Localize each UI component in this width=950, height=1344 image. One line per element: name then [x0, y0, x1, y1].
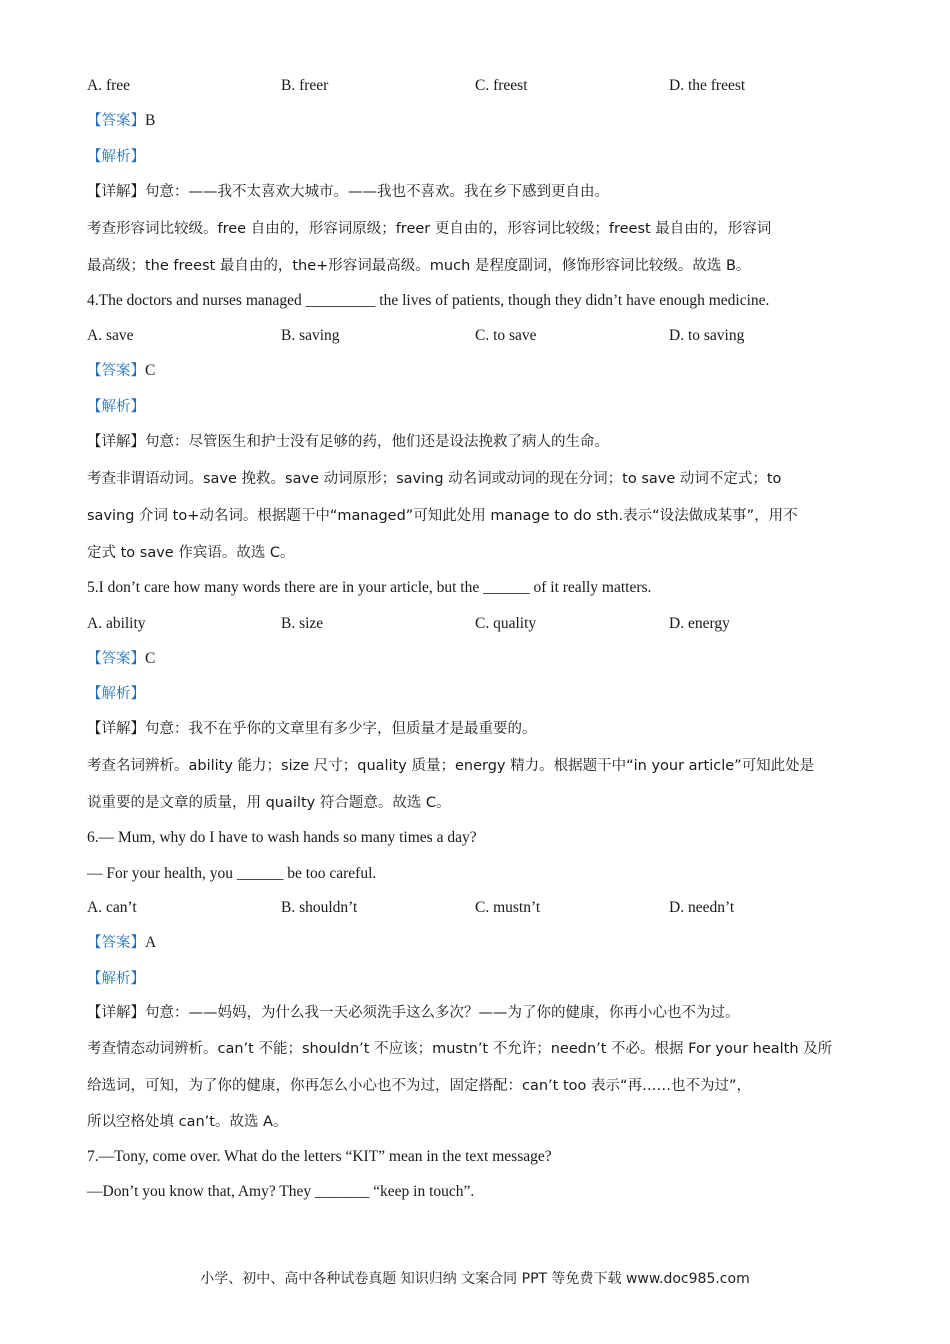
q3-option-c: C. freest [475, 77, 528, 94]
detail-text: 句意：尽管医生和护士没有足够的药，他们还是设法挽救了病人的生命。 [145, 434, 609, 450]
q4-analysis [87, 397, 145, 417]
q4-answer [87, 361, 155, 381]
q5-question: 5.I don’t care how many words there are in your article, but the ______ of it really matters. [87, 579, 652, 596]
q6-option-c: C. mustn’t [475, 899, 541, 916]
q5-option-c: C. quality [475, 615, 537, 632]
q5-option-d: D. energy [669, 615, 730, 632]
q6-analysis [87, 969, 145, 989]
answer-value: C [145, 362, 156, 379]
q4-option-d: D. to saving [669, 327, 745, 344]
q5-explain-line1: 考查名词辨析。ability 能力；size 尺寸；quality 质量；energy 精力。根据题干中“in your article”可知此处是 [87, 758, 815, 774]
q4-question: 4.The doctors and nurses managed _________ the lives of patients, though they didn’t have enough medicine. [87, 292, 770, 309]
q6-explain-line2: 给选词，可知，为了你的健康，你再怎么小心也不为过，固定搭配：can’t too 表示“再……也不为过”， [87, 1078, 752, 1094]
detail-text: 句意：——妈妈，为什么我一天必须洗手这么多次？——为了你的健康，你再小心也不为过。 [145, 1005, 740, 1021]
answer-value: A [145, 934, 157, 951]
q6-detail [87, 1003, 740, 1023]
q7-question-line1: 7.—Tony, come over. What do the letters “KIT” mean in the text message? [87, 1148, 552, 1165]
q3-option-b: B. freer [281, 77, 329, 94]
answer-tag: 【答案】 [87, 651, 145, 667]
q3-answer [87, 111, 155, 131]
q6-question-line2: — For your health, you ______ be too careful. [87, 865, 377, 882]
q4-explain-line3: 定式 to save 作宾语。故选 C。 [87, 545, 295, 561]
q6-options [87, 898, 867, 918]
q6-answer [87, 933, 156, 953]
q6-question-line1: 6.— Mum, why do I have to wash hands so many times a day? [87, 829, 477, 846]
q3-options [87, 76, 867, 96]
q5-option-a: A. ability [87, 615, 146, 632]
q6-option-b: B. shouldn’t [281, 899, 358, 916]
q7-question-line2: —Don’t you know that, Amy? They _______ “keep in touch”. [87, 1183, 475, 1200]
q4-option-a: A. save [87, 327, 134, 344]
q3-detail [87, 182, 609, 202]
detail-text: 句意：我不在乎你的文章里有多少字，但质量才是最重要的。 [145, 721, 537, 737]
q4-options [87, 326, 867, 346]
answer-value: B [145, 112, 156, 129]
q3-option-d: D. the freest [669, 77, 746, 94]
q3-analysis [87, 147, 145, 167]
answer-tag: 【答案】 [87, 935, 145, 951]
answer-value: C [145, 650, 156, 667]
q4-explain-line1: 考查非谓语动词。save 挽救。save 动词原形；saving 动名词或动词的现在分词；to save 动词不定式；to [87, 471, 782, 487]
q4-option-b: B. saving [281, 327, 340, 344]
detail-tag: 【详解】 [87, 1005, 145, 1021]
answer-tag: 【答案】 [87, 113, 145, 129]
q3-explain-line1: 考查形容词比较级。free 自由的，形容词原级；freer 更自由的，形容词比较级；freest 最自由的，形容词 [87, 221, 772, 237]
analysis-tag: 【解析】 [87, 399, 145, 415]
analysis-tag: 【解析】 [87, 149, 145, 165]
detail-text: 句意：——我不太喜欢大城市。——我也不喜欢。我在乡下感到更自由。 [145, 184, 609, 200]
detail-tag: 【详解】 [87, 721, 145, 737]
q4-detail [87, 432, 609, 452]
detail-tag: 【详解】 [87, 184, 145, 200]
q5-options [87, 614, 867, 634]
q5-answer [87, 649, 155, 669]
q5-analysis [87, 684, 145, 704]
page-footer: 小学、初中、高中各种试卷真题 知识归纳 文案合同 PPT 等免费下载 www.doc985.com [200, 1271, 750, 1287]
q3-option-a: A. free [87, 77, 131, 94]
q3-explain-line2: 最高级；the freest 最自由的，the+形容词最高级。much 是程度副词，修饰形容词比较级。故选 B。 [87, 258, 751, 274]
q4-explain-line2: saving 介词 to+动名词。根据题干中“managed”可知此处用 manage to do sth.表示“设法做成某事”，用不 [87, 508, 798, 524]
answer-tag: 【答案】 [87, 363, 145, 379]
q5-detail [87, 719, 537, 739]
analysis-tag: 【解析】 [87, 971, 145, 987]
q6-option-a: A. can’t [87, 899, 137, 916]
q5-option-b: B. size [281, 615, 324, 632]
q5-explain-line2: 说重要的是文章的质量，用 quailty 符合题意。故选 C。 [87, 795, 451, 811]
q6-explain-line1: 考查情态动词辨析。can’t 不能；shouldn’t 不应该；mustn’t 不允许；needn’t 不必。根据 For your health 及所 [87, 1041, 833, 1057]
q6-option-d: D. needn’t [669, 899, 735, 916]
q6-explain-line3: 所以空格处填 can’t。故选 A。 [87, 1114, 288, 1130]
analysis-tag: 【解析】 [87, 686, 145, 702]
detail-tag: 【详解】 [87, 434, 145, 450]
q4-option-c: C. to save [475, 327, 537, 344]
